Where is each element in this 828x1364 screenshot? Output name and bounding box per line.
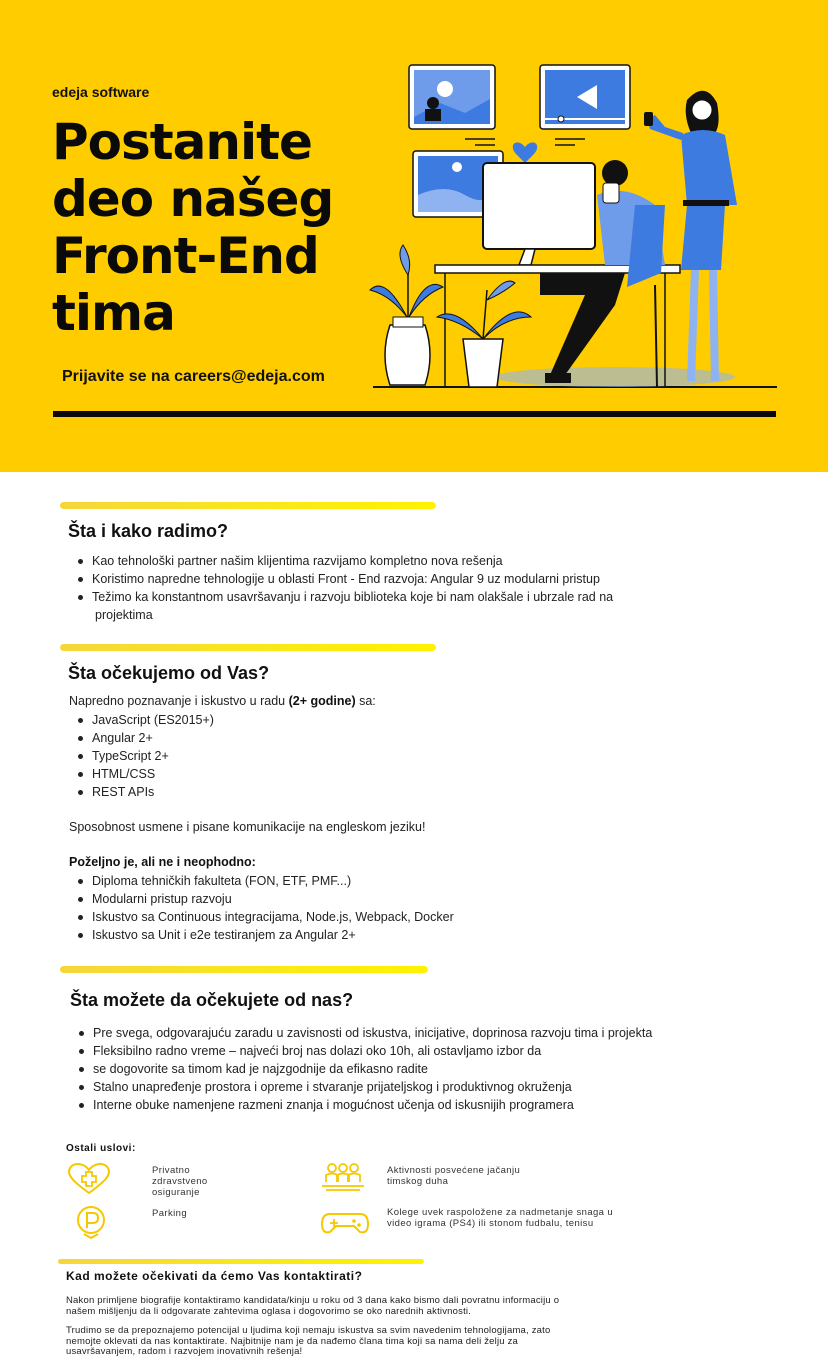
list-item: TypeScript 2+	[70, 747, 470, 765]
gamepad-icon	[320, 1204, 370, 1240]
skills-intro	[69, 692, 376, 710]
list-item: Stalno unapređenje prostora i opreme i stvaranje prijateljskog i produktivnog okruženja	[71, 1078, 791, 1096]
headline-line: Postanite	[52, 113, 312, 171]
list-item	[71, 1060, 791, 1078]
paragraph-line: nemojte oklevati da nas kontaktirate. Najbitnije nam je da nađemo člana tima koji sa nama deli želju za	[66, 1335, 519, 1347]
list-item: REST APIs	[70, 783, 470, 801]
list-item: Iskustvo sa Unit i e2e testiranjem za Angular 2+	[70, 926, 670, 944]
list-item: Kao tehnološki partner našim klijentima razvijamo kompletno nova rešenja	[70, 552, 770, 570]
section-title-expectations: Šta očekujemo od Vas?	[68, 663, 270, 683]
nice-to-have-title	[69, 853, 256, 871]
games-text	[387, 1207, 613, 1229]
section-divider-bar	[60, 966, 428, 973]
list-item: Modularni pristup razvoju	[70, 890, 670, 908]
apply-email-text: Prijavite se na careers@edeja.com	[62, 368, 325, 385]
skills-list	[70, 711, 470, 801]
condition-line: Aktivnosti posvećene jačanju	[387, 1165, 521, 1176]
headline-line: Front-End	[52, 227, 319, 285]
condition-line: Kolege uvek raspoložene za nadmetanje snaga u	[387, 1207, 614, 1218]
hero-banner	[0, 0, 828, 472]
contact-section-title: Kad možete očekivati da ćemo Vas kontaktirati?	[66, 1269, 363, 1283]
list-item-continuation: se dogovorite sa timom kad je najzgodnije da efikasno radite	[93, 1062, 428, 1076]
what-we-do-list	[70, 552, 770, 606]
skills-intro-text: Napredno poznavanje i iskustvo u radu	[69, 694, 286, 708]
nice-to-have-title-text: Poželjno je, ali ne i neophodno:	[69, 855, 256, 869]
paragraph-line: usavršavanjem, radom i razvojem inovativnih rešenja!	[66, 1346, 303, 1357]
list-item: Koristimo napredne tehnologije u oblasti Front - End razvoja: Angular 9 uz modularni pristup	[70, 570, 770, 588]
condition-line: video igrama (PS4) ili stonom fudbalu, tenisu	[387, 1218, 594, 1229]
parking-icon	[66, 1204, 116, 1240]
headline-line: deo našeg	[52, 170, 334, 228]
headline	[52, 114, 382, 342]
contact-paragraph-2	[66, 1326, 746, 1358]
condition-line: osiguranje	[152, 1187, 200, 1198]
section-divider-bar	[58, 1259, 424, 1264]
section-title-what-we-do: Šta i kako radimo?	[68, 521, 229, 541]
list-item: Angular 2+	[70, 729, 470, 747]
skills-intro-years: (2+ godine)	[288, 694, 356, 708]
paragraph-line: našem mišljenju da li odgovarate zahtevima oglasa i dogovorimo se oko narednih aktivnosti.	[66, 1305, 472, 1317]
paragraph-line: Nakon primljene biografije kontaktiramo kandidata/kinju u roku od 3 dana kako bismo dali povratnu informaciju o	[66, 1295, 560, 1306]
office-illustration	[365, 55, 785, 395]
list-item: Diploma tehničkih fakulteta (FON, ETF, PMF...)	[70, 872, 670, 890]
condition-line: Privatno	[152, 1165, 191, 1176]
section-divider-bar	[60, 502, 436, 509]
paragraph-line: Trudimo se da prepoznajemo potencijal u ljudima koji nemaju iskustva sa svim navedenim tehnologijama, zato	[66, 1325, 551, 1336]
list-item: Interne obuke namenjene razmeni znanja i mogućnost učenja od iskusnijih programera	[71, 1096, 791, 1114]
list-item: Težimo ka konstantnom usavršavanju i razvoju biblioteka koje bi nam olakšale i ubrzale rad na	[70, 588, 770, 606]
headline-line: tima	[52, 284, 175, 342]
list-item: Pre svega, odgovarajuću zaradu u zavisnosti od iskustva, inicijative, doprinosa razvoju tima i projekta	[71, 1024, 791, 1042]
list-item: Fleksibilno radno vreme – najveći broj nas dolazi oko 10h, ali ostavljamo izbor da	[71, 1042, 791, 1060]
parking-text: Parking	[152, 1208, 188, 1219]
nice-to-have-list	[70, 872, 670, 944]
list-item: Iskustvo sa Continuous integracijama, Node.js, Webpack, Docker	[70, 908, 670, 926]
communication-requirement: Sposobnost usmene i pisane komunikacije na engleskom jeziku!	[69, 820, 426, 834]
benefits-list	[71, 1024, 791, 1114]
team-icon	[318, 1160, 368, 1196]
heart-cross-icon	[64, 1160, 114, 1196]
company-name: edeja software	[52, 84, 150, 100]
skills-intro-suffix: sa:	[359, 694, 376, 708]
hero-divider	[53, 411, 776, 417]
health-insurance-text	[152, 1165, 208, 1198]
list-item-continuation: projektima	[95, 608, 153, 622]
section-divider-bar	[60, 644, 436, 651]
condition-line: zdravstveno	[152, 1176, 208, 1187]
list-item: JavaScript (ES2015+)	[70, 711, 470, 729]
list-item: HTML/CSS	[70, 765, 470, 783]
section-title-benefits: Šta možete da očekujete od nas?	[70, 990, 354, 1010]
other-conditions-title: Ostali uslovi:	[66, 1143, 136, 1154]
team-building-text	[387, 1165, 520, 1187]
contact-paragraph-1	[66, 1296, 746, 1317]
condition-line: timskog duha	[387, 1176, 449, 1187]
